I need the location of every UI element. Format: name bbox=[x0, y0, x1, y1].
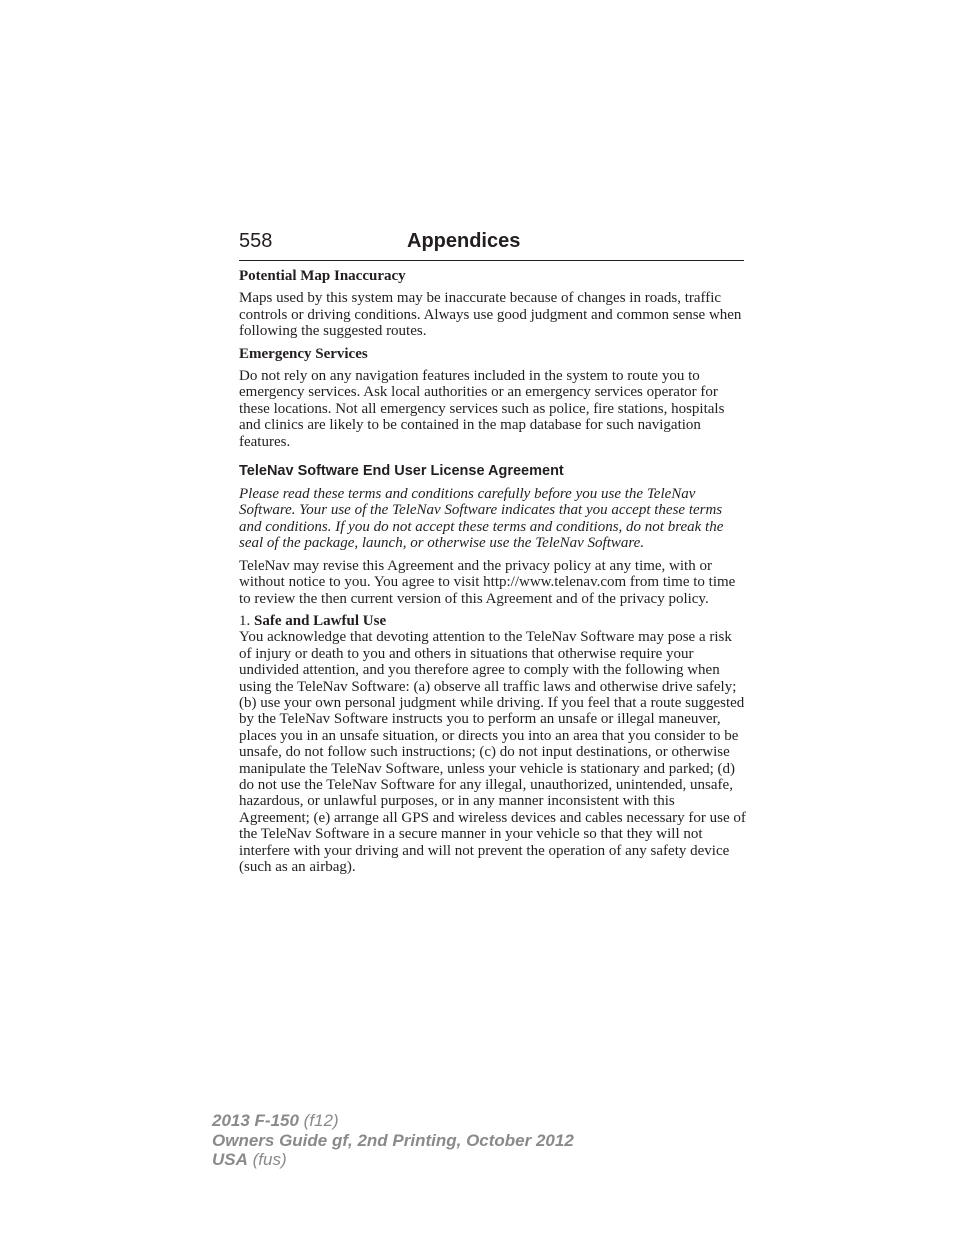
section-title: Appendices bbox=[407, 230, 521, 252]
license-revision: TeleNav may revise this Agreement and the privacy policy at any time, with or without notice to you. You agree to visit http://www.telenav.com from time to time to review the then current version of this Agreement and of the privacy policy. bbox=[239, 557, 736, 607]
map-inaccuracy-heading: Potential Map Inaccuracy bbox=[239, 268, 406, 284]
item-title: Safe and Lawful Use bbox=[254, 612, 387, 629]
map-inaccuracy-body: Maps used by this system may be inaccurate because of changes in roads, traffic controls or driving conditions. Always use good judgment and common sense when following the suggested routes. bbox=[239, 290, 742, 340]
footer-region: USA bbox=[212, 1150, 248, 1169]
page-content bbox=[239, 268, 747, 881]
page-number: 558 bbox=[239, 230, 273, 252]
page-footer bbox=[212, 1111, 574, 1170]
footer-guide: Owners Guide gf, 2nd Printing, October 2012 bbox=[212, 1130, 574, 1150]
item-number: 1. bbox=[239, 612, 254, 629]
footer-region-code: (fus) bbox=[247, 1150, 287, 1169]
license-item-1-body: You acknowledge that devoting attention to the TeleNav Software may pose a risk of injury or death to you and others in situations that otherwise require your undivided attention, and you therefore agree to comply with the following when using the TeleNav Software: (a) observe all traffic laws and otherwise drive safely; (b) use your own personal judgment while driving. If you feel that a route suggested by the TeleNav Software instructs you to perform an unsafe or illegal maneuver, places you in an unsafe situation, or directs you into an area that you consider to be unsafe, do not follow such instructions; (c) do not input destinations, or otherwise manipulate the TeleNav Software, unless your vehicle is stationary and parked; (d) do not use the TeleNav Software for any illegal, unauthorized, unintended, unsafe, hazardous, or unlawful purposes, or in any manner inconsistent with this Agreement; (e) arrange all GPS and wireless devices and cables necessary for use of the TeleNav Software in a secure manner in your vehicle so that they will not interfere with your driving and will not prevent the operation of any safety device (such as an airbag). bbox=[239, 629, 746, 875]
emergency-services-heading: Emergency Services bbox=[239, 345, 368, 362]
license-intro: Please read these terms and conditions carefully before you use the TeleNav Software. Your use of the TeleNav Software indicates that you accept these terms and conditions. If you do not accept these terms and conditions, do not break the seal of the package, launch, or otherwise use the TeleNav Software. bbox=[239, 486, 724, 552]
footer-model-code: (f12) bbox=[298, 1111, 339, 1130]
license-item-1 bbox=[239, 613, 747, 629]
page-header bbox=[239, 228, 744, 261]
emergency-services-body: Do not rely on any navigation features included in the system to route you to emergency services. Ask local authorities or an emergency services operator for these locations. Not all emergency services such as police, fire stations, hospitals and clinics are likely to be contained in the map database for such navigation features. bbox=[239, 368, 725, 450]
license-heading: TeleNav Software End User License Agreement bbox=[239, 463, 564, 480]
footer-line-model bbox=[212, 1111, 574, 1131]
footer-line-region bbox=[212, 1150, 574, 1170]
footer-model: 2013 F-150 bbox=[212, 1111, 299, 1130]
